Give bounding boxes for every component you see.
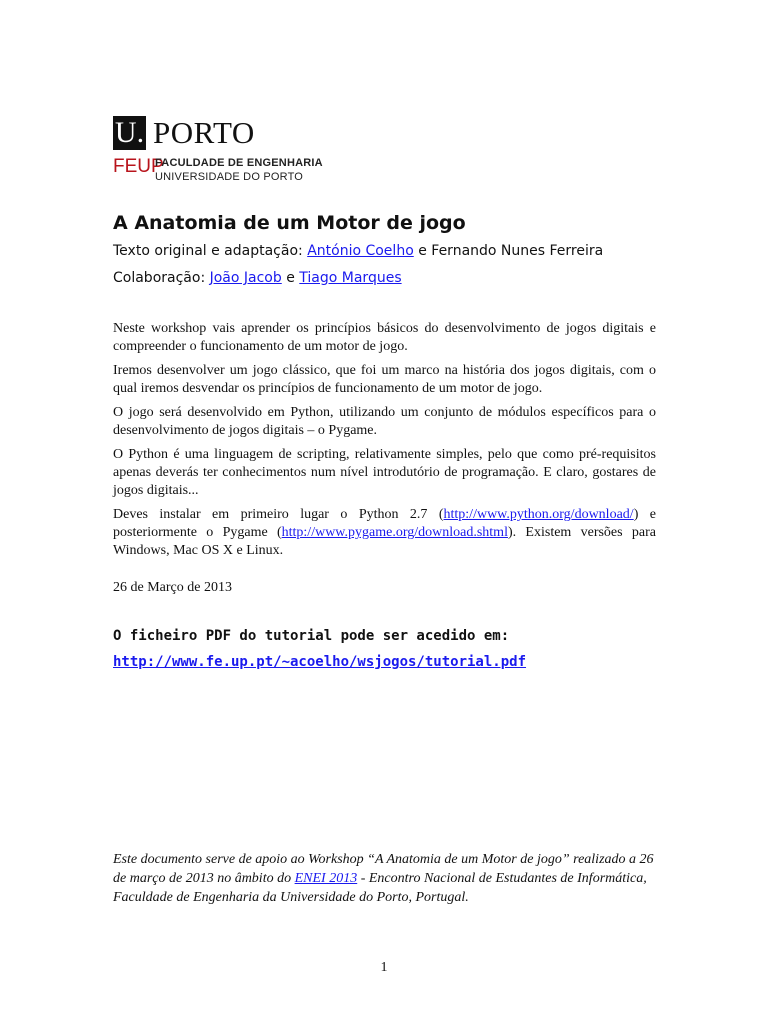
- footer-note: [113, 850, 658, 907]
- install-text-b: ) e posteriormente o Pygame (: [113, 507, 656, 540]
- tutorial-pdf-link[interactable]: http://www.fe.up.pt/~acoelho/wsjogos/tutorial.pdf: [113, 654, 527, 670]
- paragraph-intro: Neste workshop vais aprender os princípios básicos do desenvolvimento de jogos digitais e compreender o funcionamento de um motor de jogo.: [113, 321, 656, 354]
- paragraph-classic-game: Iremos desenvolver um jogo clássico, que foi um marco na história dos jogos digitais, com o qual iremos desvendar os princípios de funcionamento de um motor de jogo.: [113, 363, 656, 396]
- pdf-access-label: O ficheiro PDF do tutorial pode ser acedido em:: [113, 628, 510, 644]
- author-link-antonio-coelho[interactable]: António Coelho: [307, 243, 414, 259]
- paragraph-install: [113, 506, 656, 560]
- authors-prefix: Texto original e adaptação:: [113, 243, 308, 259]
- python-download-link[interactable]: http://www.python.org/download/: [443, 507, 634, 522]
- collaborator-link-joao-jacob[interactable]: João Jacob: [209, 270, 282, 286]
- logo-porto-text: PORTO: [153, 115, 255, 150]
- collaborator-link-tiago-marques[interactable]: Tiago Marques: [299, 270, 402, 286]
- logo-u-mark: U.: [114, 116, 145, 149]
- install-text-a: Deves instalar em primeiro lugar o Python 2.7 (: [113, 507, 444, 522]
- authors-rest: e Fernando Nunes Ferreira: [413, 243, 604, 259]
- collaboration-and: e: [281, 270, 300, 286]
- pygame-download-link[interactable]: http://www.pygame.org/download.shtml: [281, 525, 508, 540]
- uporto-feup-logo: [113, 116, 323, 196]
- logo-university-name: UNIVERSIDADE DO PORTO: [155, 171, 304, 183]
- install-text-c: ). Existem versões para Windows, Mac OS X e Linux.: [113, 525, 656, 558]
- logo-feup-text: FEUP: [113, 156, 164, 177]
- collaboration-line: [113, 270, 402, 286]
- logo-faculty-name: FACULDADE DE ENGENHARIA: [155, 157, 323, 169]
- document-title: A Anatomia de um Motor de jogo: [113, 212, 466, 234]
- collaboration-prefix: Colaboração:: [113, 270, 210, 286]
- page-number: 1: [380, 960, 388, 975]
- enei-2013-link[interactable]: ENEI 2013: [294, 871, 358, 886]
- pdf-url-line: [113, 654, 526, 670]
- paragraph-python-pygame: O jogo será desenvolvido em Python, utilizando um conjunto de módulos específicos para o desenvolvimento de jogos digitais – o Pygame.: [113, 405, 656, 438]
- footer-text-a: Este documento serve de apoio ao Workshop “A Anatomia de um Motor de jogo” realizado a 26 de março de 2013 no âmbito do: [113, 852, 654, 886]
- footer-text-b: - Encontro Nacional de Estudantes de Informática, Faculdade de Engenharia da Universidade do Porto, Portugal.: [113, 871, 647, 905]
- paragraph-prerequisites: O Python é uma linguagem de scripting, relativamente simples, pelo que como pré-requisitos apenas deverás ter conhecimentos num nível introdutório de programação. E claro, gostares de jogos digitais...: [113, 447, 656, 498]
- document-date: 26 de Março de 2013: [113, 580, 232, 595]
- authors-line: [113, 243, 603, 259]
- body-text: [113, 320, 656, 566]
